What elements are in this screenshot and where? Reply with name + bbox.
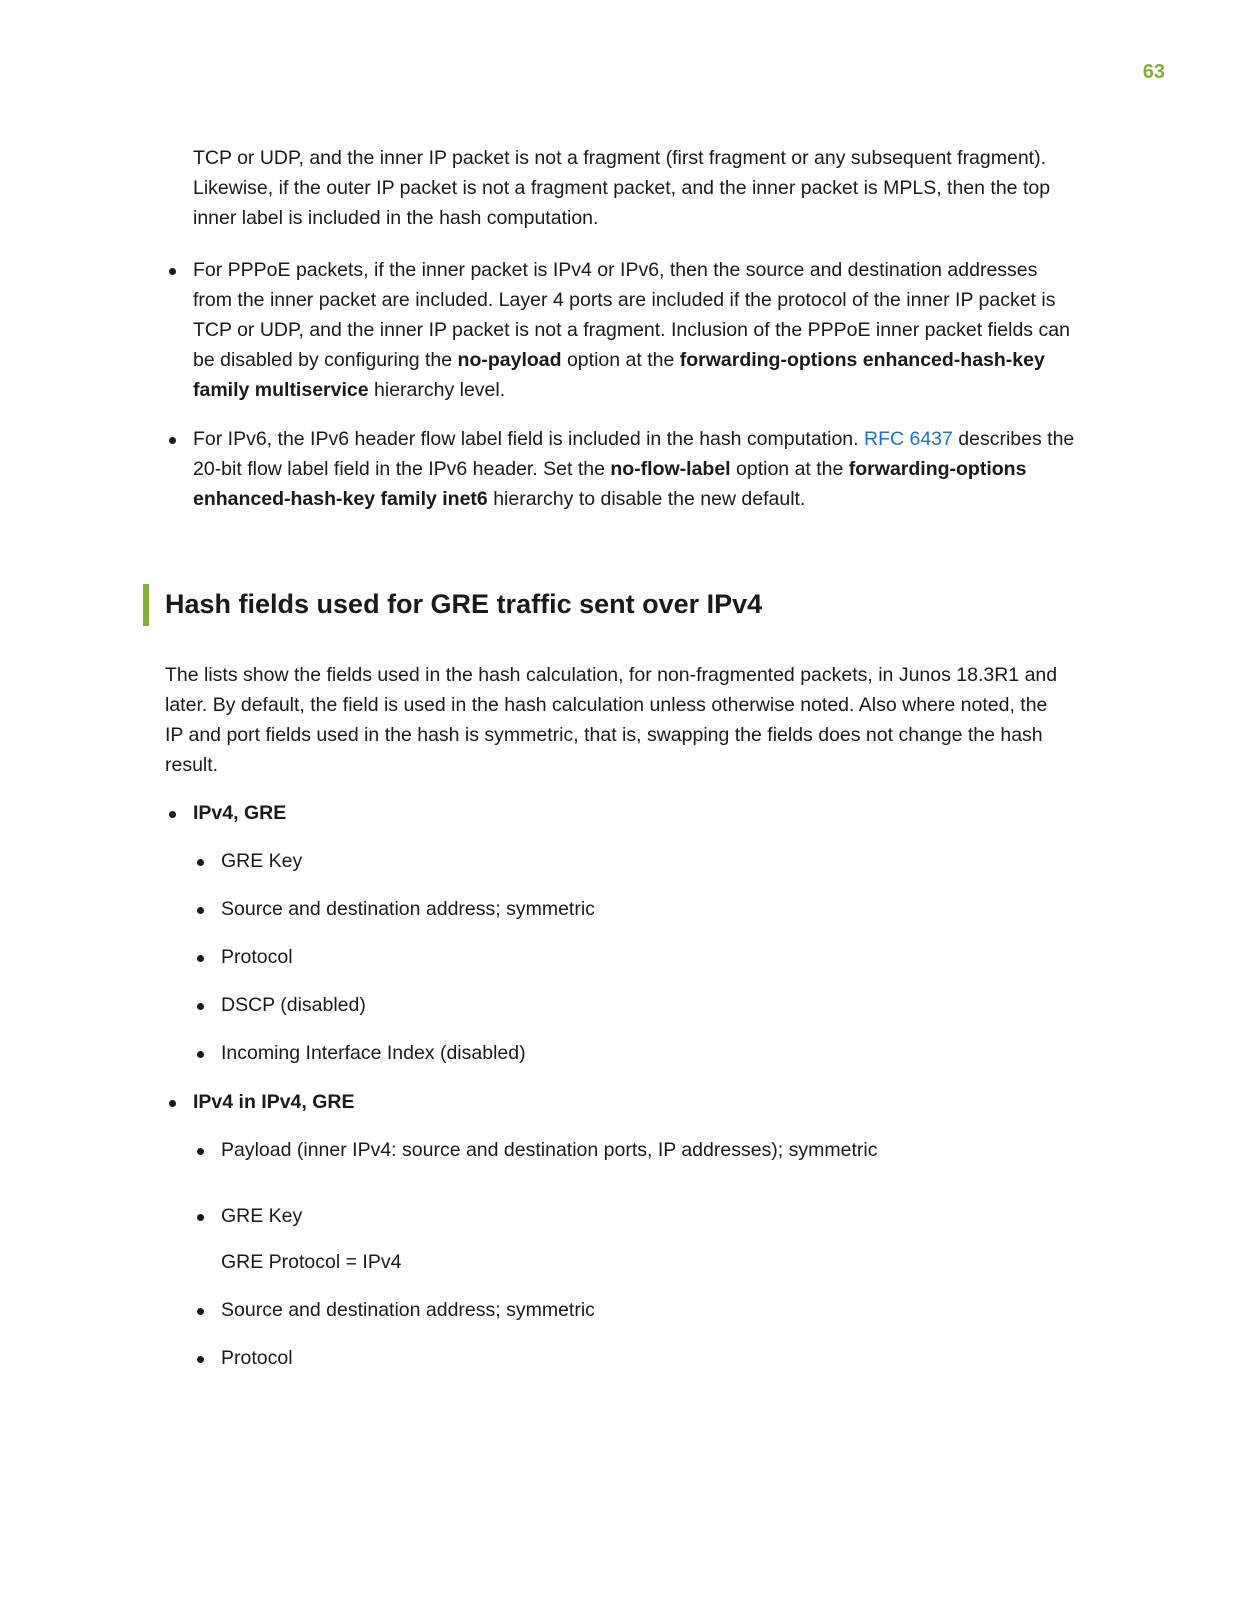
list-item: Protocol (193, 942, 1065, 972)
group-ipv4-in-ipv4-gre (165, 1087, 1065, 1373)
rfc-6437-link[interactable]: RFC 6437 (863, 428, 953, 450)
ipv6-text-3: option at the (730, 458, 849, 480)
group-title: IPv4, GRE (193, 802, 287, 824)
ipv6-text-1: For IPv6, the IPv6 header flow label field is included in the hash computation. (193, 428, 864, 450)
list-item-pppoe (165, 255, 1075, 405)
pppoe-text-2: option at the (561, 349, 680, 371)
ipv6-hierarchy-path: forwarding-options enhanced-hash-key family inet6 (193, 458, 1027, 510)
list-item: Source and destination address; symmetric (193, 1295, 1065, 1325)
section-heading (143, 584, 1143, 626)
group-ipv4-gre (165, 798, 1065, 1068)
gre-protocol-note: GRE Protocol = IPv4 (221, 1251, 402, 1273)
hash-bullet-list (165, 255, 1075, 514)
section-intro: The lists show the fields used in the hash calculation, for non-fragmented packets, in Junos 18.3R1 and later. By default, the field is used in the hash calculation unless otherwise noted. Also where noted, the IP and port fields used in the hash is symmetric, that is, swapping the fields does not change the hash result. (165, 664, 1058, 776)
list-item: Protocol (193, 1343, 1065, 1373)
list-item: Source and destination address; symmetric (193, 894, 1065, 924)
list-item: DSCP (disabled) (193, 990, 1065, 1020)
gre-key-label: GRE Key (221, 1205, 303, 1227)
ipv6-text-2: describes the 20-bit flow label field in the IPv6 header. Set the (193, 428, 1075, 480)
pppoe-text-1: For PPPoE packets, if the inner packet is IPv4 or IPv6, then the source and destination addresses from the inner packet are included. Layer 4 ports are included if the protocol of the inner IP packet is TCP or UDP, and the inner IP packet is not a fragment. Inclusion of the PPPoE inner packet fields can be disabled by configuring the (193, 259, 1070, 371)
section-accent-bar (143, 584, 149, 626)
list-item: Payload (inner IPv4: source and destination ports, IP addresses); symmetric (193, 1135, 1065, 1165)
list-item-ipv6 (165, 424, 1075, 514)
group-items (193, 1135, 1065, 1373)
page-number: 63 (1142, 61, 1165, 83)
list-item-gre-key (193, 1201, 1065, 1277)
ipv6-option-no-flow-label: no-flow-label (610, 458, 731, 480)
continuation-paragraph: TCP or UDP, and the inner IP packet is not a fragment (first fragment or any subsequent fragment). Likewise, if the outer IP packet is not a fragment packet, and the inner packet is MPLS, then the top inner label is included in the hash computation. (193, 147, 1051, 229)
pppoe-hierarchy-path: forwarding-options enhanced-hash-key family multiservice (193, 349, 1045, 401)
group-title: IPv4 in IPv4, GRE (193, 1091, 355, 1113)
group-items (193, 846, 1065, 1068)
pppoe-text-3: hierarchy level. (368, 379, 506, 401)
list-item: Incoming Interface Index (disabled) (193, 1038, 1065, 1068)
pppoe-option-no-payload: no-payload (457, 349, 562, 371)
section-title: Hash fields used for GRE traffic sent over IPv4 (165, 589, 763, 619)
gre-group-list (165, 798, 1065, 1373)
list-item: GRE Key (193, 846, 1065, 876)
top-content (165, 143, 1075, 533)
ipv6-text-4: hierarchy to disable the new default. (487, 488, 806, 510)
section-content (165, 660, 1065, 1392)
